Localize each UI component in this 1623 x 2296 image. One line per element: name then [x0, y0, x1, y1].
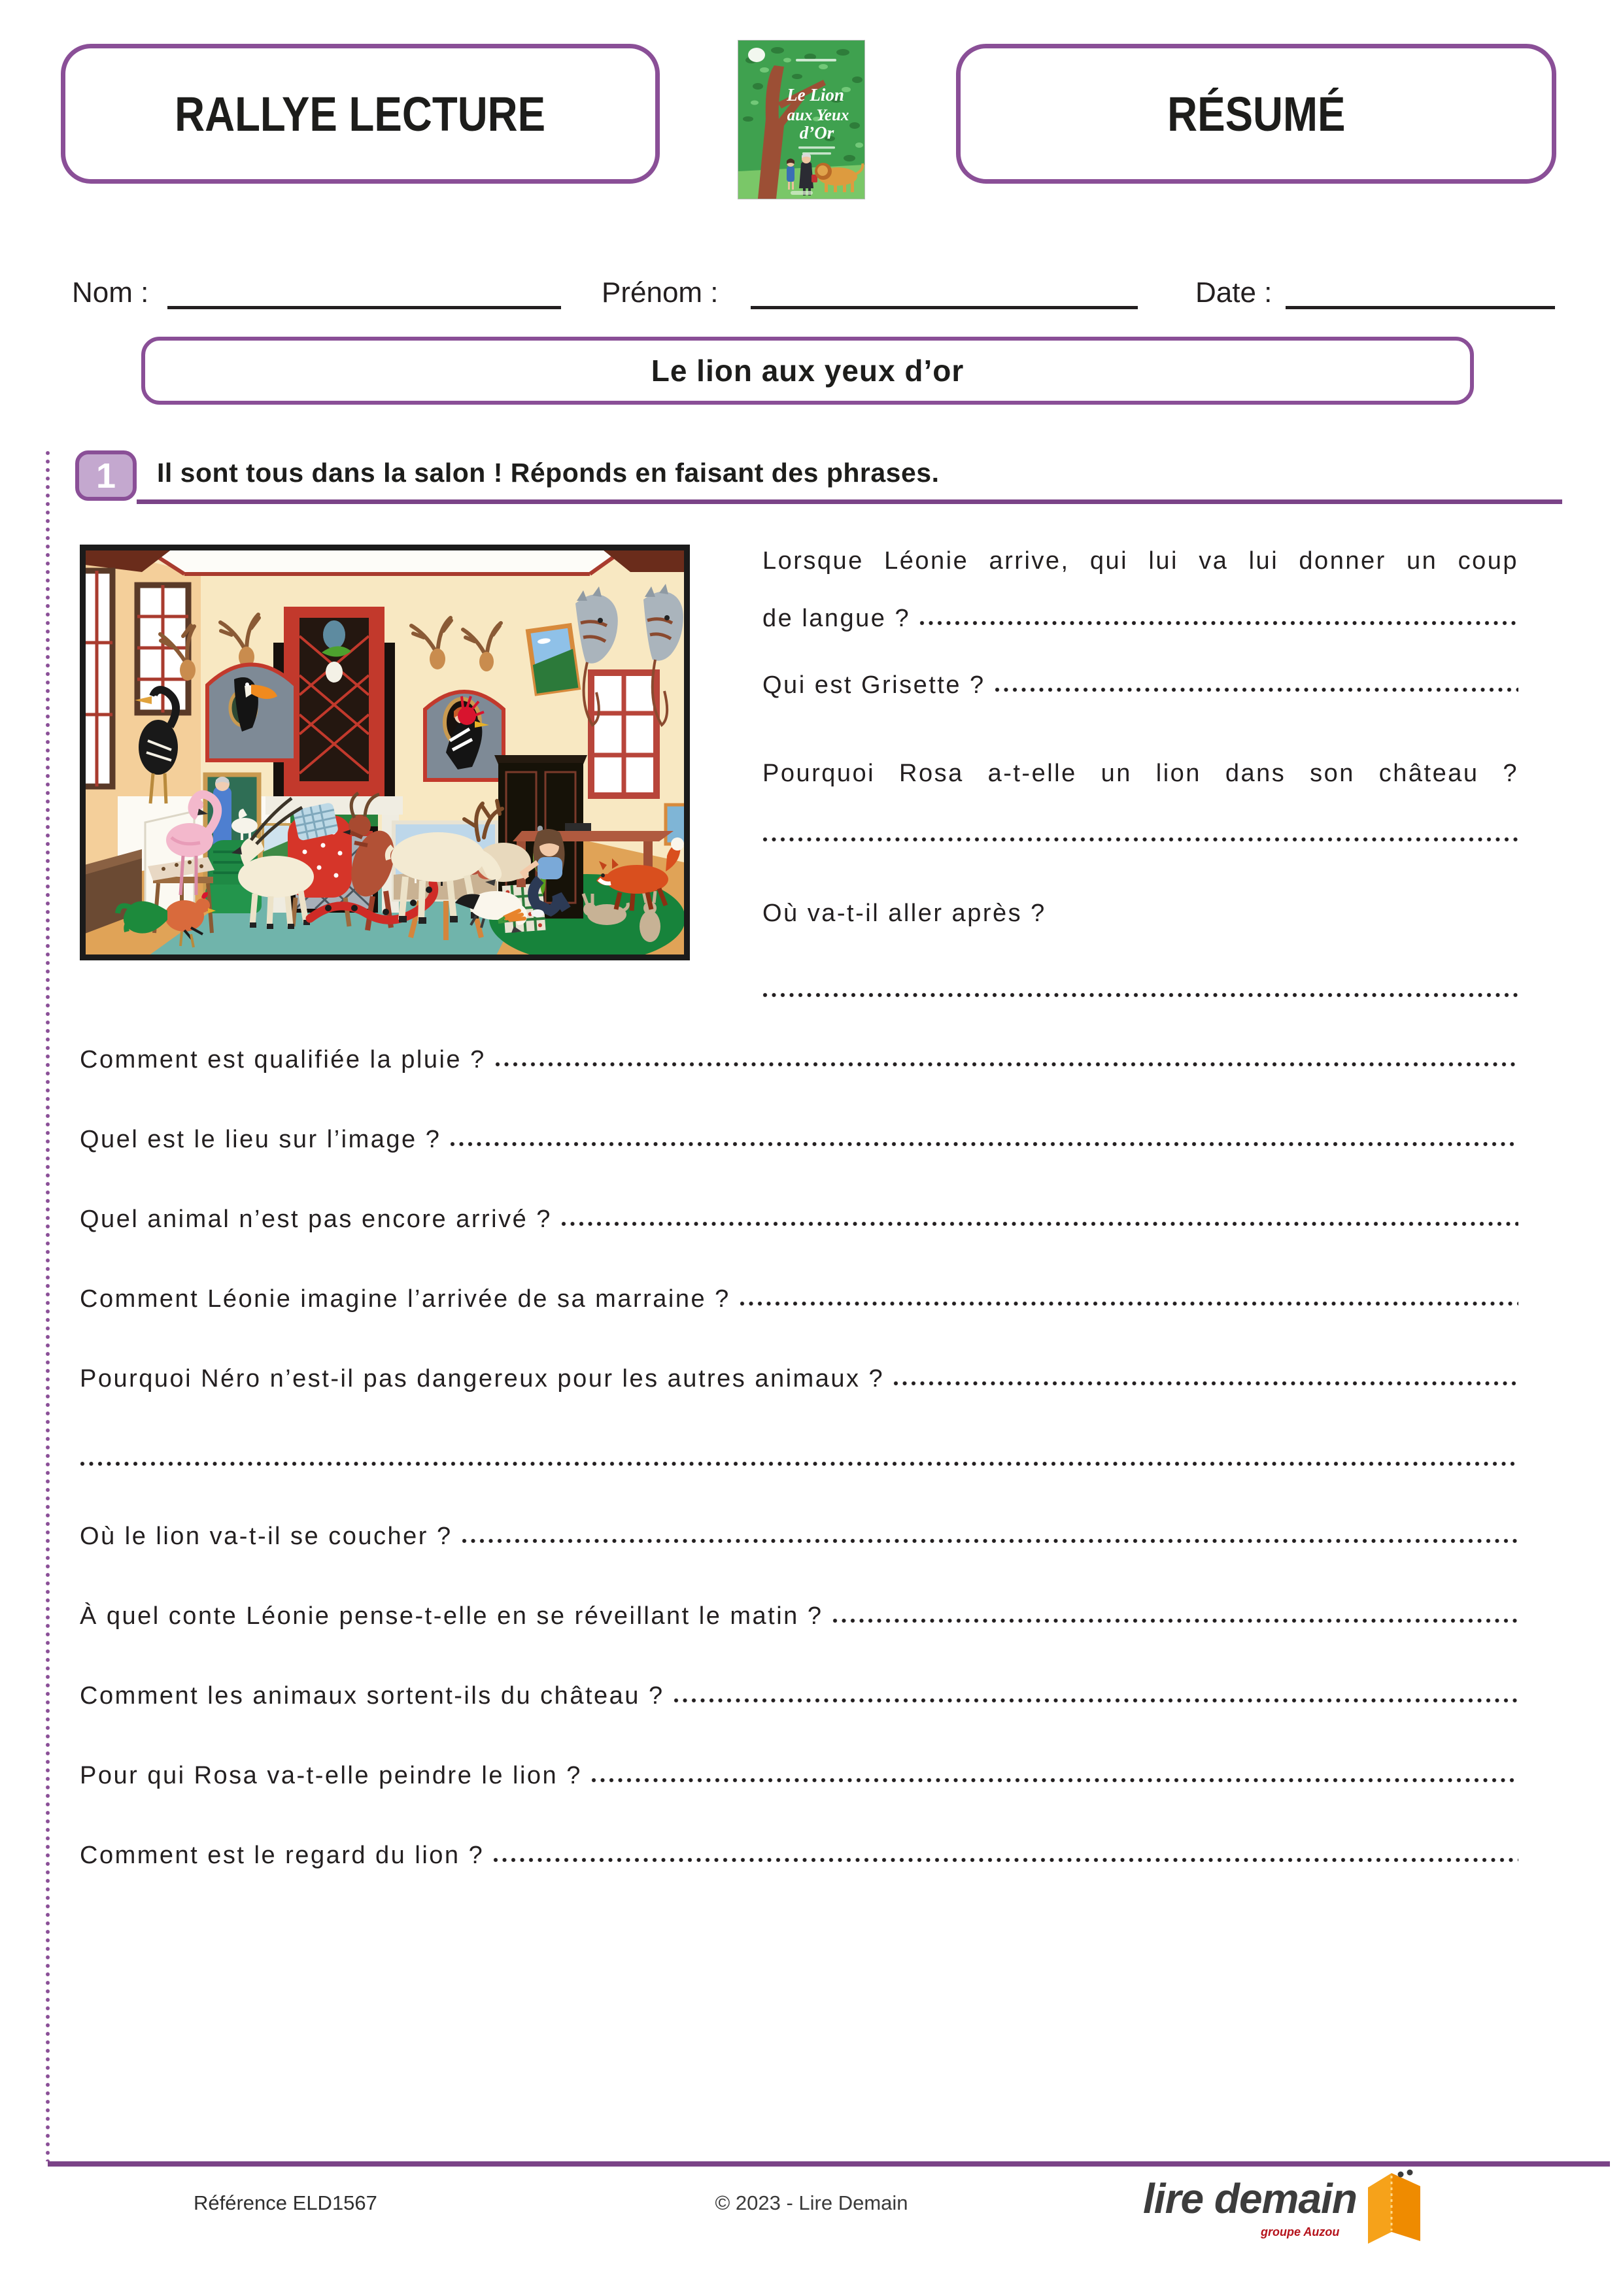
answer-line-1[interactable] [919, 620, 1518, 626]
question-1-text: de langue ? [762, 605, 911, 632]
answer-line-9[interactable] [893, 1380, 1518, 1387]
resume-box [956, 44, 1556, 184]
question-6-row [80, 1123, 1518, 1156]
question-9-text: Pourquoi Néro n’est-il pas dangereux pour les autres animaux ? [80, 1365, 885, 1393]
question-10-text: Où le lion va-t-il se coucher ? [80, 1523, 453, 1550]
answer-line-3[interactable] [762, 836, 1518, 843]
question-12-text: Comment les animaux sortent-ils du château ? [80, 1682, 664, 1710]
rallye-lecture-box [61, 44, 660, 184]
prenom-label: Prénom : [602, 277, 719, 309]
section-number: 1 [95, 456, 116, 496]
right-window [591, 673, 657, 796]
date-input-line[interactable] [1286, 306, 1555, 309]
date-label: Date : [1195, 277, 1273, 309]
question-13-text: Pour qui Rosa va-t-elle peindre le lion ? [80, 1762, 582, 1789]
question-8-text: Comment Léonie imagine l’arrivée de sa marraine ? [80, 1285, 730, 1313]
question-7-row [80, 1202, 1518, 1236]
cover-author-bar [796, 59, 836, 61]
answer-line-10[interactable] [462, 1538, 1518, 1544]
answer-line-4[interactable] [762, 992, 1518, 998]
question-5-text: Comment est qualifiée la pluie ? [80, 1046, 486, 1073]
answer-line-5[interactable] [495, 1061, 1518, 1068]
answer-line-12[interactable] [674, 1697, 1518, 1704]
book-cover-art [738, 41, 864, 199]
chimney-medallion [323, 620, 345, 649]
prenom-input-line[interactable] [751, 306, 1138, 309]
rallye-lecture-label: RALLYE LECTURE [175, 86, 546, 141]
book-cover [738, 41, 864, 199]
open-book-icon [1363, 2168, 1426, 2250]
question-1-line1: Lorsque Léonie arrive, qui lui va lui donner un coup [762, 547, 1518, 575]
question-8-row [80, 1282, 1518, 1316]
answer-line-6[interactable] [450, 1141, 1518, 1147]
nom-label: Nom : [72, 277, 149, 309]
question-2-text: Qui est Grisette ? [762, 671, 985, 699]
question-10-row [80, 1519, 1518, 1553]
nom-input-line[interactable] [167, 306, 561, 309]
cover-credit-bar1 [798, 146, 835, 149]
lire-demain-logo [1143, 2168, 1418, 2266]
section-number-badge [75, 450, 137, 501]
answer-line-2[interactable] [995, 686, 1518, 693]
question-2-row [762, 668, 1518, 702]
salon-illustration [80, 545, 690, 960]
book-title: Le lion aux yeux d’or [651, 354, 965, 388]
resume-label: RÉSUMÉ [1167, 86, 1346, 141]
question-4-text: Où va-t-il aller après ? [762, 900, 1046, 927]
book-title-box [141, 337, 1474, 405]
question-14-text: Comment est le regard du lion ? [80, 1842, 485, 1869]
footer-reference: Référence ELD1567 [194, 2191, 377, 2214]
question-13-row [80, 1759, 1518, 1793]
question-12-row [80, 1679, 1518, 1713]
groupe-auzou-label: groupe Auzou [1261, 2225, 1340, 2238]
cover-imprint-bar [791, 191, 813, 195]
cover-title-line3: d’Or [799, 123, 834, 143]
answer-line-11[interactable] [832, 1617, 1519, 1624]
cover-publisher-logo [748, 48, 765, 62]
question-9-row [80, 1362, 1518, 1396]
question-5-row [80, 1043, 1518, 1077]
question-14-row [80, 1838, 1518, 1872]
painting-landscape-tilted [528, 626, 579, 694]
question-1-line2 [762, 601, 1518, 635]
section-heading: Il sont tous dans la salon ! Réponds en faisant des phrases. [157, 458, 940, 488]
skull [326, 662, 343, 683]
left-window-tall [81, 571, 112, 786]
salon-scene [80, 545, 690, 960]
question-7-text: Quel animal n’est pas encore arrivé ? [80, 1206, 552, 1233]
question-11-text: À quel conte Léonie pense-t-elle en se réveillant le matin ? [80, 1602, 823, 1630]
answer-line-8[interactable] [740, 1300, 1518, 1307]
question-6-text: Quel est le lieu sur l’image ? [80, 1126, 441, 1153]
cover-title-line2: aux Yeux [787, 107, 849, 124]
answer-line-7[interactable] [561, 1221, 1518, 1227]
cut-line-dotted [46, 450, 50, 2161]
question-3-text: Pourquoi Rosa a-t-elle un lion dans son château ? [762, 760, 1518, 787]
lire-demain-wordmark: lire demain [1143, 2175, 1357, 2222]
question-11-row [80, 1599, 1518, 1633]
answer-line-13[interactable] [591, 1777, 1518, 1783]
footer-copyright: © 2023 - Lire Demain [715, 2191, 908, 2214]
cover-title-line1: Le Lion [787, 85, 844, 105]
footer-rule [48, 2161, 1610, 2167]
answer-line-14[interactable] [493, 1857, 1518, 1863]
section-underline [137, 499, 1562, 504]
answer-line-9b[interactable] [80, 1460, 1518, 1467]
